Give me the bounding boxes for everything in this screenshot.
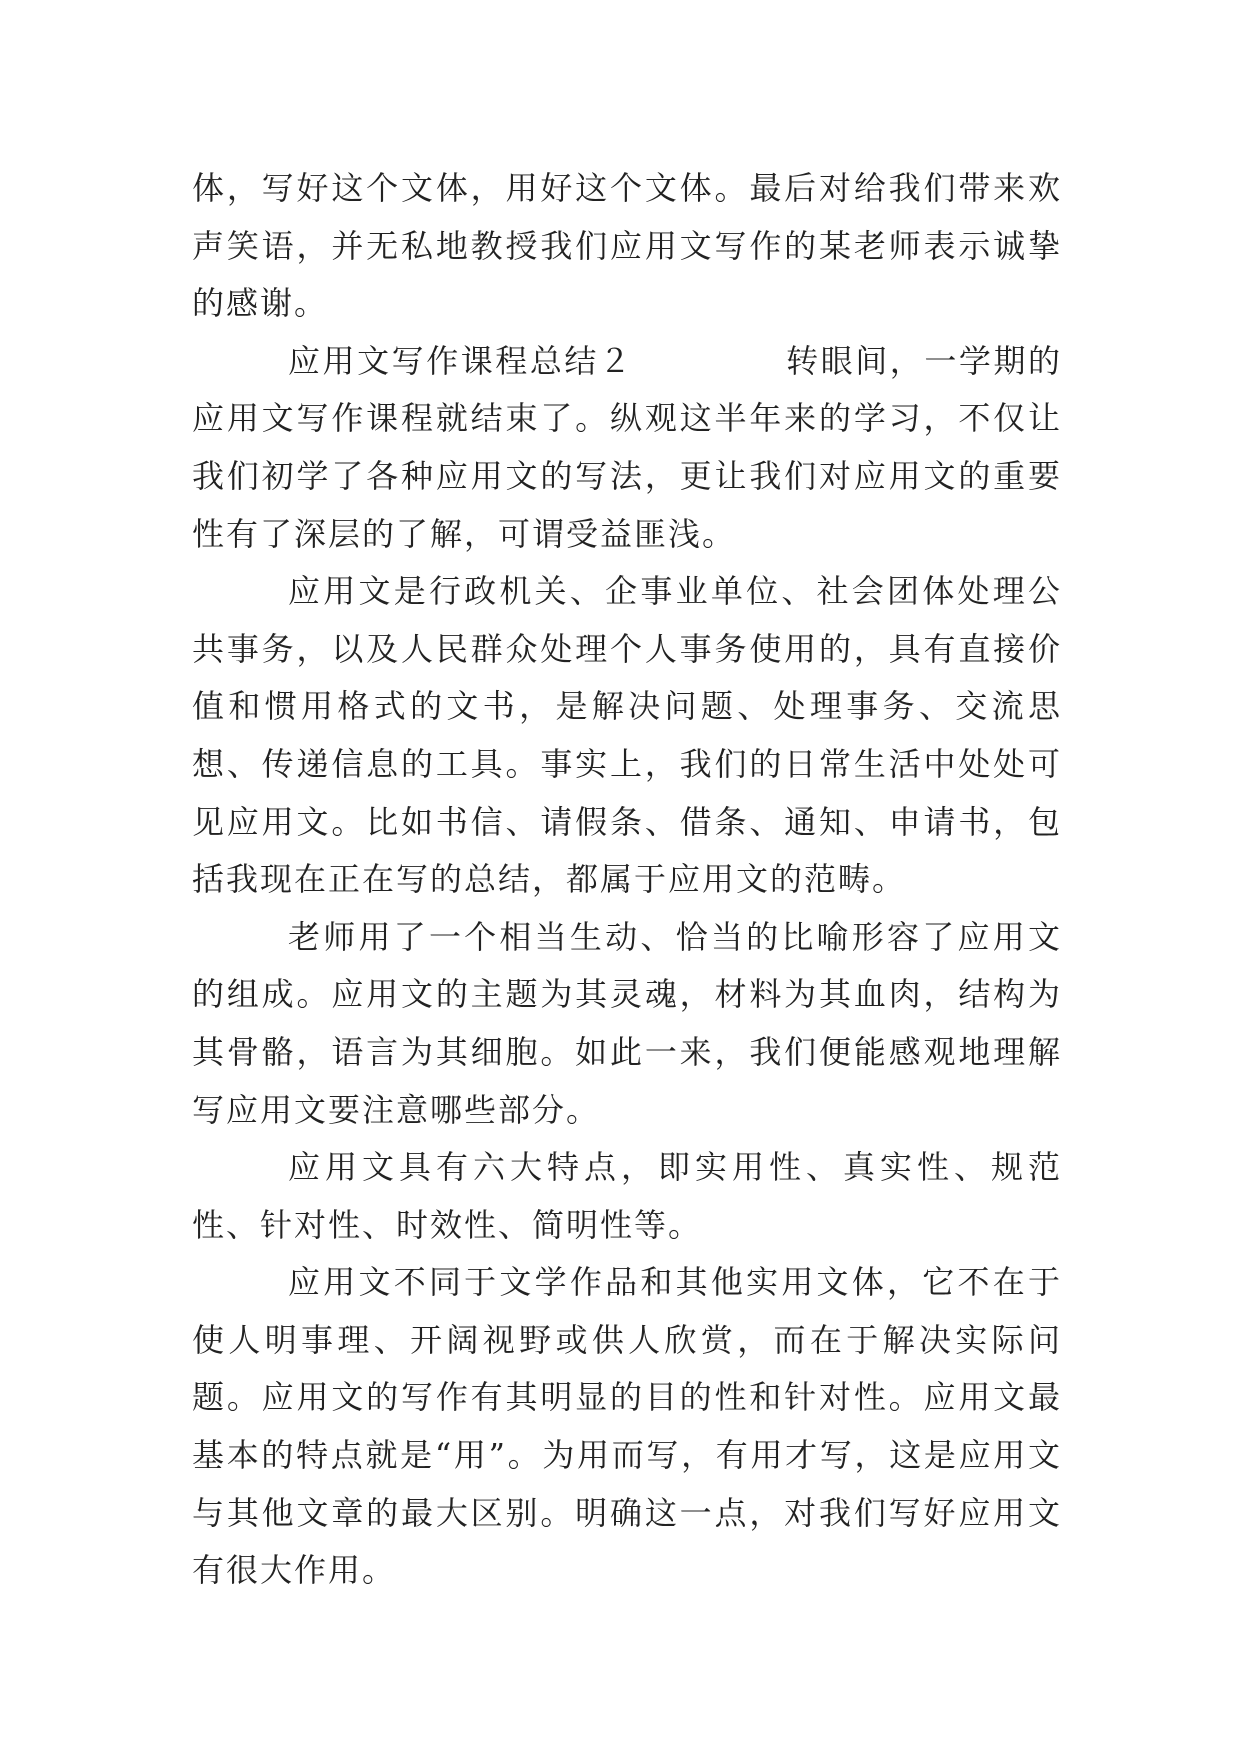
paragraph-1 bbox=[192, 160, 1062, 333]
paragraph-2-text: 转眼间，一学期的应用文写作课程就结束了。纵观这半年来的学习，不仅让我们初学了各种应用文的写法，更让我们对应用文的重要性有了深层的了解，可谓受益匪浅。 bbox=[192, 341, 1062, 553]
paragraph-3 bbox=[192, 563, 1062, 909]
paragraph-6-text: 应用文不同于文学作品和其他实用文体，它不在于使人明事理、开阔视野或供人欣赏，而在于解决实际问题。应用文的写作有其明显的目的性和针对性。应用文最基本的特点就是“用”。为用而写，有用才写，这是应用文与其他文章的最大区别。明确这一点，对我们写好应用文有很大作用。 bbox=[192, 1263, 1062, 1590]
paragraph-1-text: 体，写好这个文体，用好这个文体。最后对给我们带来欢声笑语，并无私地教授我们应用文写作的某老师表示诚挚的感谢。 bbox=[192, 169, 1062, 323]
paragraph-2 bbox=[192, 333, 1062, 563]
paragraph-4-text: 老师用了一个相当生动、恰当的比喻形容了应用文的组成。应用文的主题为其灵魂，材料为其血肉，结构为其骨骼，语言为其细胞。如此一来，我们便能感观地理解写应用文要注意哪些部分。 bbox=[192, 917, 1062, 1129]
document-body bbox=[192, 160, 1062, 1600]
paragraph-4 bbox=[192, 909, 1062, 1139]
section-heading: 应用文写作课程总结２ bbox=[288, 341, 634, 380]
paragraph-5 bbox=[192, 1139, 1062, 1254]
paragraph-5-text: 应用文具有六大特点，即实用性、真实性、规范性、针对性、时效性、简明性等。 bbox=[192, 1148, 1062, 1244]
paragraph-6 bbox=[192, 1254, 1062, 1600]
paragraph-3-text: 应用文是行政机关、企事业单位、社会团体处理公共事务，以及人民群众处理个人事务使用的，具有直接价值和惯用格式的文书，是解决问题、处理事务、交流思想、传递信息的工具。事实上，我们的日常生活中处处可见应用文。比如书信、请假条、借条、通知、申请书，包括我现在正在写的总结，都属于应用文的范畴。 bbox=[192, 572, 1062, 899]
